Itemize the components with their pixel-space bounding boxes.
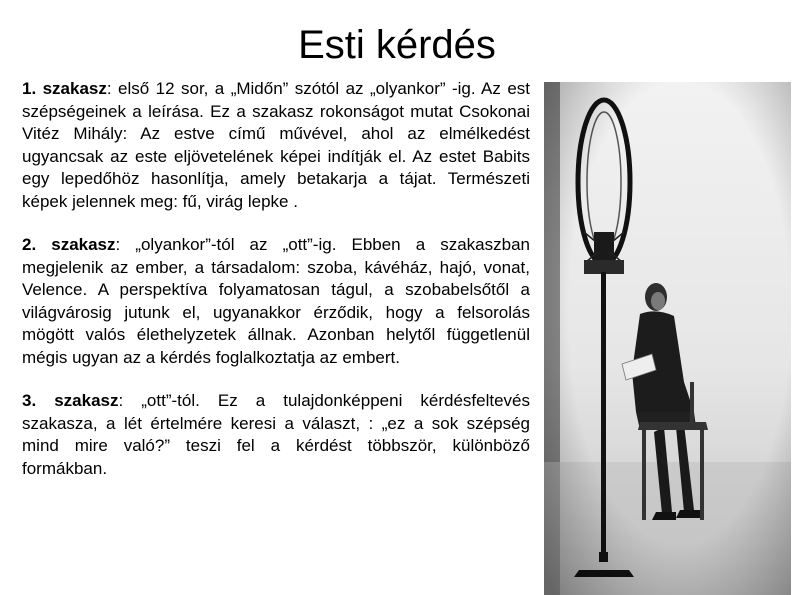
paragraph-1-label: 1. szakasz — [22, 79, 107, 98]
paragraph-3-text: : „ott”-tól. Ez a tulajdonképpeni kérdésfeltevés szakasza, a lét értelmére keresi a választ, : „ez a sok szépség mind mire való?” teszi fel a kérdést többször, különböző formákban. — [22, 391, 530, 478]
paragraph-3 — [22, 390, 530, 480]
paragraph-1-text: : első 12 sor, a „Midőn” szótól az „olyankor” -ig. Az est szépségeinek a leírása. Ez a szakasz rokonságot mutat Csokonai Vitéz Mihály: Az estve című művével, ahol az elmélkedést ugyancsak az este eljövetelének képei indítják el. Az estet Babits egy lepedőhöz hasonlítja, amely betakarja a tájat. Természeti képek jelennek meg: fű, virág lepke . — [22, 79, 530, 211]
paragraph-2-text: : „olyankor”-tól az „ott”-ig. Ebben a szakaszban megjelenik az ember, a társadalom: szoba, kávéház, hajó, vonat, Velence. A perspektíva folyamatosan tágul, a szobabelsőtől a világvárosig jutunk el, ugyanakkor érződik, hogy a felsorolás mögött valós élethelyzetek állnak. Azonban helytől függetlenül mégis ugyan az a kérdés foglalkoztatja az embert. — [22, 235, 530, 367]
paragraph-2 — [22, 234, 530, 369]
paragraph-1 — [22, 78, 530, 213]
slide-title: Esti kérdés — [298, 23, 496, 67]
paragraph-2-label: 2. szakasz — [22, 235, 116, 254]
text-body — [22, 78, 530, 501]
paragraph-3-label: 3. szakasz — [22, 391, 119, 410]
historical-photo — [544, 82, 791, 595]
